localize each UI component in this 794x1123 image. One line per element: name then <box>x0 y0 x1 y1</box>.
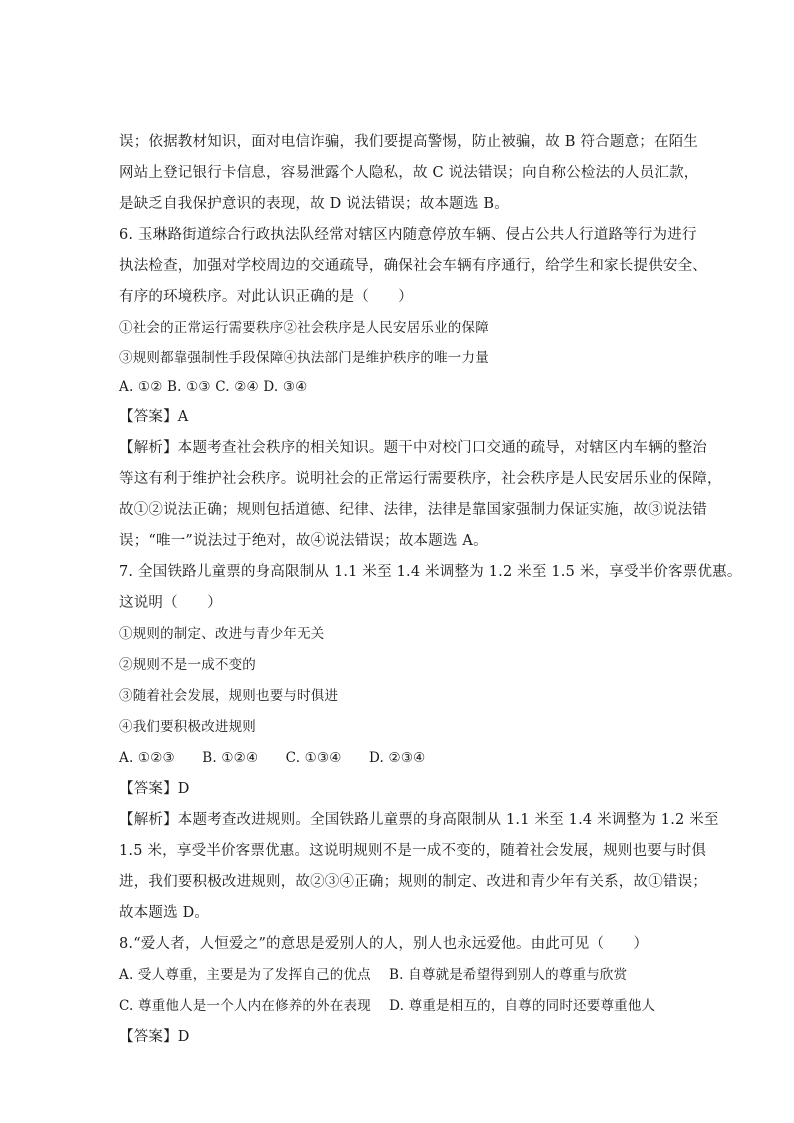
text-line: 网站上登记银行卡信息，容易泄露个人隐私，故 C 说法错误；向自称公检法的人员汇款， <box>119 165 699 181</box>
question-8-options-cd: C. 尊重他人是一个人内在修养的外在表现 D. 尊重是相互的，自尊的同时还要尊重他人 <box>119 998 656 1014</box>
question-6-options: A. ①② B. ①③ C. ②④ D. ③④ <box>119 379 308 395</box>
question-7-statement-4: ④我们要积极改进规则 <box>119 719 256 735</box>
text-line: 误；依据教材知识，面对电信诈骗，我们要提高警惕，防止被骗，故 B 符合题意；在陌生 <box>119 134 699 150</box>
question-7-statement-1: ①规则的制定、改进与青少年无关 <box>119 626 325 642</box>
text-line: 执法检查，加强对学校周边的交通疏导，确保社会车辆有序通行，给学生和家长提供安全、 <box>119 258 707 274</box>
question-7-statement-2: ②规则不是一成不变的 <box>119 657 256 673</box>
question-6-analysis: 【解析】本题考查社会秩序的相关知识。题干中对校门口交通的疏导，对辖区内车辆的整治 <box>119 440 707 456</box>
question-7-statement-3: ③随着社会发展，规则也要与时俱进 <box>119 688 339 704</box>
text-line: 是缺乏自我保护意识的表现，故 D 说法错误；故本题选 B。 <box>119 196 509 212</box>
text-line: 这说明（ ） <box>119 595 222 611</box>
question-6-answer: 【答案】A <box>119 409 189 425</box>
text-line: 有序的环境秩序。对此认识正确的是（ ） <box>119 289 413 305</box>
question-7-answer: 【答案】D <box>119 781 190 797</box>
question-8-options-ab: A. 受人尊重，主要是为了发挥自己的优点 B. 自尊就是希望得到别人的尊重与欣赏 <box>119 967 628 983</box>
text-line: 进，我们要积极改进规则，故②③④正确；规则的制定、改进和青少年有关系，故①错误； <box>119 874 707 890</box>
question-7-analysis: 【解析】本题考查改进规则。全国铁路儿童票的身高限制从 1.1 米至 1.4 米调整为 1.2 米至 <box>119 812 719 828</box>
question-7-options: A. ①②③ B. ①②④ C. ①③④ D. ②③④ <box>119 750 426 766</box>
question-8-stem: 8.“爱人者，人恒爱之”的意思是爱别人的人，别人也永远爱他。由此可见（ ） <box>119 936 649 952</box>
question-6-stem: 6. 玉琳路街道综合行政执法队经常对辖区内随意停放车辆、侵占公共人行道路等行为进行 <box>119 227 697 243</box>
text-line: 故①②说法正确；规则包括道德、纪律、法律，法律是靠国家强制力保证实施，故③说法错 <box>119 502 707 518</box>
text-line: 等这有利于维护社会秩序。说明社会的正常运行需要秩序，社会秩序是人民安居乐业的保障， <box>119 471 722 487</box>
question-6-statements-2: ③规则都靠强制性手段保障④执法部门是维护秩序的唯一力量 <box>119 350 489 366</box>
question-7-stem: 7. 全国铁路儿童票的身高限制从 1.1 米至 1.4 米调整为 1.2 米至 1.5 米，享受半价客票优惠。 <box>119 564 742 580</box>
question-8-answer: 【答案】D <box>119 1029 190 1045</box>
text-line: 误；“唯一”说法过于绝对，故④说法错误；故本题选 A。 <box>119 533 488 549</box>
text-line: 故本题选 D。 <box>119 905 210 921</box>
text-line: 1.5 米，享受半价客票优惠。这说明规则不是一成不变的，随着社会发展，规则也要与时俱 <box>119 843 707 859</box>
question-6-statements-1: ①社会的正常运行需要秩序②社会秩序是人民安居乐业的保障 <box>119 320 489 336</box>
